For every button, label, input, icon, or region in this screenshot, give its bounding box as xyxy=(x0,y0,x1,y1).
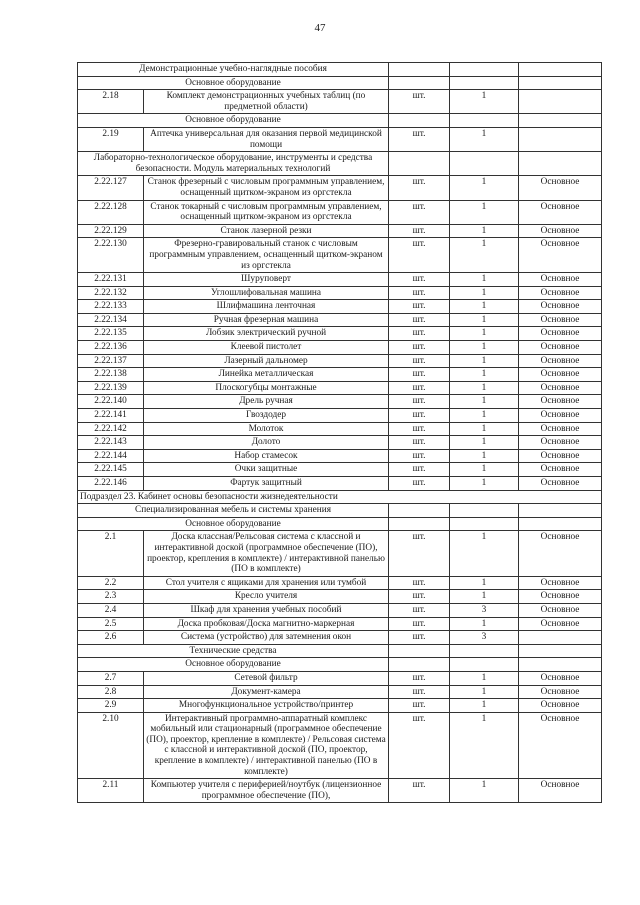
item-category: Основное xyxy=(519,200,602,224)
item-quantity: 1 xyxy=(450,313,519,327)
table-row xyxy=(78,273,602,287)
item-name: Компьютер учителя с периферией/ноутбук (лицензионное программное обеспечение (ПО), xyxy=(144,779,389,803)
empty-cell xyxy=(389,517,450,531)
item-unit: шт. xyxy=(389,631,450,645)
item-quantity: 1 xyxy=(450,712,519,779)
item-number: 2.22.141 xyxy=(78,409,144,423)
item-unit: шт. xyxy=(389,300,450,314)
section-heading-row xyxy=(78,644,602,658)
section-heading: Лабораторно-технологическое оборудование, инструменты и средства безопасности. Модуль материальных технологий xyxy=(78,152,389,176)
item-name: Шуруповерт xyxy=(144,273,389,287)
item-name: Линейка металлическая xyxy=(144,368,389,382)
item-category: Основное xyxy=(519,286,602,300)
item-category: Основное xyxy=(519,300,602,314)
table-row xyxy=(78,603,602,617)
item-quantity: 1 xyxy=(450,354,519,368)
empty-cell xyxy=(389,504,450,518)
section-heading-row xyxy=(78,63,602,77)
section-heading-row xyxy=(78,152,602,176)
item-number: 2.18 xyxy=(78,90,144,114)
item-category xyxy=(519,127,602,151)
item-name: Набор стамесок xyxy=(144,449,389,463)
section-heading-row xyxy=(78,504,602,518)
table-row xyxy=(78,176,602,200)
item-name: Лобзик электрический ручной xyxy=(144,327,389,341)
item-unit: шт. xyxy=(389,699,450,713)
item-number: 2.22.138 xyxy=(78,368,144,382)
table-row xyxy=(78,436,602,450)
item-name: Интерактивный программно-аппаратный комплекс мобильный или стационарный (программное обеспечение (ПО), проектор, крепление в комплекте) / Рельсовая система с классной и интерактивной доской (ПО, проектор, крепление в комплекте) / интерактивной панелью (ПО в комплекте) xyxy=(144,712,389,779)
item-number: 2.22.128 xyxy=(78,200,144,224)
item-unit: шт. xyxy=(389,779,450,803)
item-quantity: 1 xyxy=(450,699,519,713)
table-row xyxy=(78,341,602,355)
item-category: Основное xyxy=(519,590,602,604)
table-row xyxy=(78,477,602,491)
item-number: 2.2 xyxy=(78,576,144,590)
item-unit: шт. xyxy=(389,327,450,341)
item-unit: шт. xyxy=(389,286,450,300)
empty-cell xyxy=(519,76,602,90)
item-unit: шт. xyxy=(389,449,450,463)
item-category: Основное xyxy=(519,685,602,699)
empty-cell xyxy=(519,152,602,176)
section-heading: Технические средства xyxy=(78,644,389,658)
item-category: Основное xyxy=(519,238,602,273)
item-number: 2.22.140 xyxy=(78,395,144,409)
table-row xyxy=(78,200,602,224)
item-name: Доска классная/Рельсовая система с классной и интерактивной доской (программное обеспечение (ПО), проектор, крепления в комплекте) / интерактивной панелью (ПО в комплекте) xyxy=(144,531,389,576)
empty-cell xyxy=(519,63,602,77)
item-quantity: 1 xyxy=(450,368,519,382)
item-category: Основное xyxy=(519,176,602,200)
item-unit: шт. xyxy=(389,463,450,477)
empty-cell xyxy=(450,114,519,128)
item-name: Клеевой пистолет xyxy=(144,341,389,355)
item-unit: шт. xyxy=(389,576,450,590)
item-category: Основное xyxy=(519,617,602,631)
item-unit: шт. xyxy=(389,354,450,368)
item-name: Фрезерно-гравировальный станок с числовым программным управлением, оснащенный щитком-экраном из оргстекла xyxy=(144,238,389,273)
table-row xyxy=(78,409,602,423)
item-category xyxy=(519,90,602,114)
empty-cell xyxy=(389,76,450,90)
table-row xyxy=(78,422,602,436)
item-name: Сетевой фильтр xyxy=(144,671,389,685)
item-category: Основное xyxy=(519,463,602,477)
table-row xyxy=(78,395,602,409)
item-quantity: 1 xyxy=(450,224,519,238)
table-row xyxy=(78,127,602,151)
item-quantity: 1 xyxy=(450,685,519,699)
item-unit: шт. xyxy=(389,617,450,631)
item-name: Документ-камера xyxy=(144,685,389,699)
item-name: Плоскогубцы монтажные xyxy=(144,381,389,395)
table-row xyxy=(78,576,602,590)
item-category: Основное xyxy=(519,395,602,409)
item-number: 2.22.127 xyxy=(78,176,144,200)
table-row xyxy=(78,327,602,341)
item-unit: шт. xyxy=(389,368,450,382)
item-unit: шт. xyxy=(389,531,450,576)
empty-cell xyxy=(450,76,519,90)
section-heading-row xyxy=(78,517,602,531)
item-name: Шлифмашина ленточная xyxy=(144,300,389,314)
item-unit: шт. xyxy=(389,409,450,423)
section-heading: Основное оборудование xyxy=(78,114,389,128)
item-number: 2.8 xyxy=(78,685,144,699)
item-quantity: 1 xyxy=(450,779,519,803)
empty-cell xyxy=(519,517,602,531)
item-quantity: 1 xyxy=(450,127,519,151)
item-unit: шт. xyxy=(389,341,450,355)
table-row xyxy=(78,699,602,713)
empty-cell xyxy=(450,658,519,672)
item-quantity: 1 xyxy=(450,273,519,287)
table-row xyxy=(78,449,602,463)
table-row xyxy=(78,463,602,477)
item-quantity: 1 xyxy=(450,341,519,355)
item-number: 2.22.139 xyxy=(78,381,144,395)
item-name: Кресло учителя xyxy=(144,590,389,604)
table-row xyxy=(78,671,602,685)
item-number: 2.22.146 xyxy=(78,477,144,491)
item-category: Основное xyxy=(519,368,602,382)
item-unit: шт. xyxy=(389,603,450,617)
item-quantity: 1 xyxy=(450,576,519,590)
empty-cell xyxy=(389,644,450,658)
item-unit: шт. xyxy=(389,176,450,200)
item-unit: шт. xyxy=(389,671,450,685)
empty-cell xyxy=(389,114,450,128)
table-row xyxy=(78,631,602,645)
table-row xyxy=(78,238,602,273)
item-unit: шт. xyxy=(389,200,450,224)
item-unit: шт. xyxy=(389,712,450,779)
item-quantity: 1 xyxy=(450,422,519,436)
item-number: 2.22.143 xyxy=(78,436,144,450)
item-quantity: 1 xyxy=(450,617,519,631)
table-row xyxy=(78,685,602,699)
item-number: 2.22.129 xyxy=(78,224,144,238)
item-number: 2.22.136 xyxy=(78,341,144,355)
item-category: Основное xyxy=(519,422,602,436)
item-unit: шт. xyxy=(389,90,450,114)
table-row xyxy=(78,617,602,631)
item-name: Многофункциональное устройство/принтер xyxy=(144,699,389,713)
item-quantity: 1 xyxy=(450,671,519,685)
item-name: Станок лазерной резки xyxy=(144,224,389,238)
equipment-table xyxy=(77,62,602,803)
item-category: Основное xyxy=(519,436,602,450)
item-quantity: 1 xyxy=(450,463,519,477)
empty-cell xyxy=(450,517,519,531)
empty-cell xyxy=(519,658,602,672)
table-row xyxy=(78,779,602,803)
item-unit: шт. xyxy=(389,436,450,450)
item-number: 2.22.134 xyxy=(78,313,144,327)
empty-cell xyxy=(450,504,519,518)
item-quantity: 1 xyxy=(450,409,519,423)
empty-cell xyxy=(519,504,602,518)
item-number: 2.11 xyxy=(78,779,144,803)
item-number: 2.5 xyxy=(78,617,144,631)
item-quantity: 1 xyxy=(450,381,519,395)
item-number: 2.4 xyxy=(78,603,144,617)
empty-cell xyxy=(389,658,450,672)
item-name: Лазерный дальномер xyxy=(144,354,389,368)
item-quantity: 3 xyxy=(450,631,519,645)
item-category: Основное xyxy=(519,354,602,368)
empty-cell xyxy=(450,644,519,658)
item-name: Дрель ручная xyxy=(144,395,389,409)
section-heading-row xyxy=(78,658,602,672)
table-row xyxy=(78,90,602,114)
empty-cell xyxy=(519,114,602,128)
item-category: Основное xyxy=(519,576,602,590)
item-category: Основное xyxy=(519,273,602,287)
subsection-heading: Подраздел 23. Кабинет основы безопасности жизнедеятельности xyxy=(78,490,602,504)
empty-cell xyxy=(450,63,519,77)
item-quantity: 1 xyxy=(450,327,519,341)
item-quantity: 1 xyxy=(450,590,519,604)
item-quantity: 1 xyxy=(450,436,519,450)
item-name: Станок фрезерный с числовым программным управлением, оснащенный щитком-экраном из оргстекла xyxy=(144,176,389,200)
item-quantity: 1 xyxy=(450,395,519,409)
item-name: Доска пробковая/Доска магнитно-маркерная xyxy=(144,617,389,631)
table-row xyxy=(78,354,602,368)
item-quantity: 1 xyxy=(450,238,519,273)
section-heading: Основное оборудование xyxy=(78,658,389,672)
table-row xyxy=(78,224,602,238)
section-heading-row xyxy=(78,76,602,90)
item-name: Фартук защитный xyxy=(144,477,389,491)
table-row xyxy=(78,313,602,327)
item-category: Основное xyxy=(519,671,602,685)
item-number: 2.6 xyxy=(78,631,144,645)
item-category xyxy=(519,631,602,645)
item-quantity: 1 xyxy=(450,449,519,463)
item-category: Основное xyxy=(519,699,602,713)
item-quantity: 1 xyxy=(450,176,519,200)
item-name: Стол учителя с ящиками для хранения или тумбой xyxy=(144,576,389,590)
item-number: 2.22.131 xyxy=(78,273,144,287)
item-quantity: 1 xyxy=(450,90,519,114)
item-unit: шт. xyxy=(389,477,450,491)
page-number: 47 xyxy=(314,22,326,34)
item-name: Очки защитные xyxy=(144,463,389,477)
item-number: 2.22.133 xyxy=(78,300,144,314)
item-category: Основное xyxy=(519,313,602,327)
item-category: Основное xyxy=(519,779,602,803)
empty-cell xyxy=(519,644,602,658)
table-row xyxy=(78,368,602,382)
table-row xyxy=(78,531,602,576)
item-category: Основное xyxy=(519,224,602,238)
item-category: Основное xyxy=(519,603,602,617)
item-name: Комплект демонстрационных учебных таблиц (по предметной области) xyxy=(144,90,389,114)
item-number: 2.22.137 xyxy=(78,354,144,368)
item-unit: шт. xyxy=(389,127,450,151)
item-unit: шт. xyxy=(389,273,450,287)
item-category: Основное xyxy=(519,341,602,355)
section-heading: Демонстрационные учебно-наглядные пособия xyxy=(78,63,389,77)
item-category: Основное xyxy=(519,327,602,341)
item-name: Ручная фрезерная машина xyxy=(144,313,389,327)
empty-cell xyxy=(389,152,450,176)
item-quantity: 3 xyxy=(450,603,519,617)
table-row xyxy=(78,381,602,395)
item-unit: шт. xyxy=(389,395,450,409)
section-heading-row xyxy=(78,114,602,128)
item-number: 2.22.132 xyxy=(78,286,144,300)
item-name: Гвоздодер xyxy=(144,409,389,423)
item-number: 2.10 xyxy=(78,712,144,779)
item-unit: шт. xyxy=(389,381,450,395)
item-name: Молоток xyxy=(144,422,389,436)
item-category: Основное xyxy=(519,477,602,491)
section-heading: Основное оборудование xyxy=(78,76,389,90)
item-name: Аптечка универсальная для оказания первой медицинской помощи xyxy=(144,127,389,151)
item-unit: шт. xyxy=(389,238,450,273)
item-category: Основное xyxy=(519,712,602,779)
empty-cell xyxy=(389,63,450,77)
item-quantity: 1 xyxy=(450,531,519,576)
item-unit: шт. xyxy=(389,685,450,699)
item-number: 2.7 xyxy=(78,671,144,685)
item-unit: шт. xyxy=(389,590,450,604)
item-unit: шт. xyxy=(389,313,450,327)
table-row xyxy=(78,286,602,300)
table-row xyxy=(78,590,602,604)
item-name: Система (устройство) для затемнения окон xyxy=(144,631,389,645)
item-number: 2.22.144 xyxy=(78,449,144,463)
empty-cell xyxy=(450,152,519,176)
subsection-heading-row xyxy=(78,490,602,504)
item-name: Станок токарный с числовым программным управлением, оснащенный щитком-экраном из оргстекла xyxy=(144,200,389,224)
item-quantity: 1 xyxy=(450,286,519,300)
item-category: Основное xyxy=(519,381,602,395)
item-category: Основное xyxy=(519,531,602,576)
item-quantity: 1 xyxy=(450,300,519,314)
item-quantity: 1 xyxy=(450,477,519,491)
item-number: 2.19 xyxy=(78,127,144,151)
section-heading: Специализированная мебель и системы хранения xyxy=(78,504,389,518)
item-category: Основное xyxy=(519,449,602,463)
item-name: Углошлифовальная машина xyxy=(144,286,389,300)
item-number: 2.3 xyxy=(78,590,144,604)
item-category: Основное xyxy=(519,409,602,423)
item-number: 2.22.142 xyxy=(78,422,144,436)
section-heading: Основное оборудование xyxy=(78,517,389,531)
item-unit: шт. xyxy=(389,224,450,238)
item-quantity: 1 xyxy=(450,200,519,224)
item-number: 2.1 xyxy=(78,531,144,576)
item-name: Шкаф для хранения учебных пособий xyxy=(144,603,389,617)
item-number: 2.9 xyxy=(78,699,144,713)
item-name: Долото xyxy=(144,436,389,450)
item-number: 2.22.130 xyxy=(78,238,144,273)
table-row xyxy=(78,300,602,314)
item-number: 2.22.145 xyxy=(78,463,144,477)
item-number: 2.22.135 xyxy=(78,327,144,341)
item-unit: шт. xyxy=(389,422,450,436)
table-row xyxy=(78,712,602,779)
